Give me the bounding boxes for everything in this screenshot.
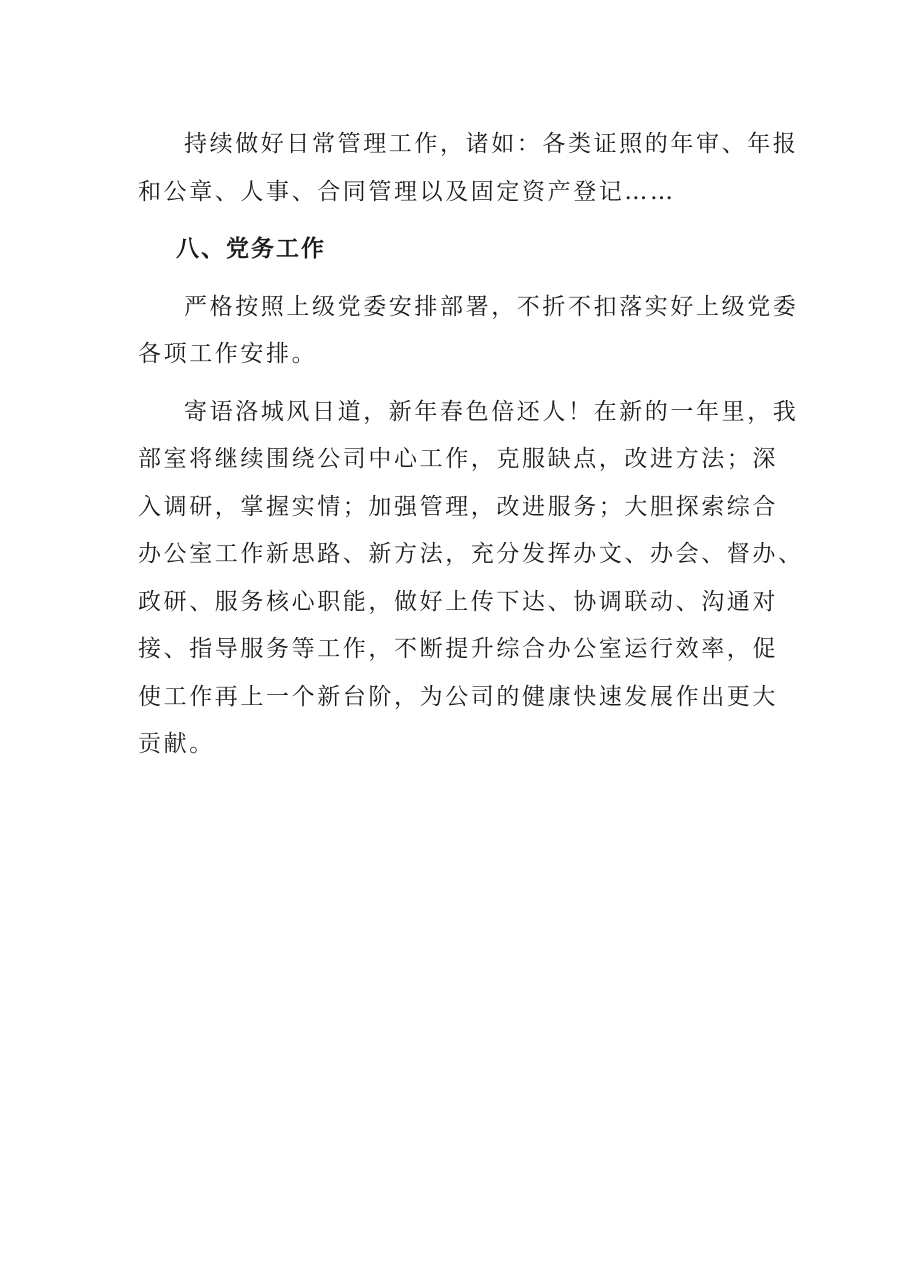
text-line: 使工作再上一个新台阶，为公司的健康快速发展作出更大 <box>138 683 778 710</box>
text-line: 办公室工作新思路、新方法，充分发挥办文、办会、督办、 <box>138 541 804 567</box>
text-line: 持续做好日常管理工作，诸如：各类证照的年审、年报 <box>184 131 799 157</box>
text-line: 接、指导服务等工作，不断提升综合办公室运行效率，促 <box>138 636 778 662</box>
paragraph-party-affairs <box>138 284 799 379</box>
paragraph-closing <box>138 389 804 769</box>
text-line: 严格按照上级党委安排部署，不折不扣落实好上级党委 <box>184 293 799 320</box>
document-body <box>138 121 804 769</box>
text-line: 入调研，掌握实情；加强管理，改进服务；大胆探索综合 <box>138 493 778 520</box>
text-line: 贡献。 <box>138 731 215 757</box>
text-line: 政研、服务核心职能，做好上传下达、协调联动、沟通对 <box>138 588 778 615</box>
section-heading-party-affairs: 八、党务工作 <box>176 236 326 262</box>
text-line: 和公章、人事、合同管理以及固定资产登记…… <box>138 178 676 205</box>
paragraph-daily-management <box>138 121 799 216</box>
text-line: 寄语洛城风日道，新年春色倍还人！在新的一年里，我 <box>184 398 799 425</box>
text-line: 部室将继续围绕公司中心工作，克服缺点，改进方法；深 <box>138 446 778 472</box>
text-line: 各项工作安排。 <box>138 341 318 367</box>
